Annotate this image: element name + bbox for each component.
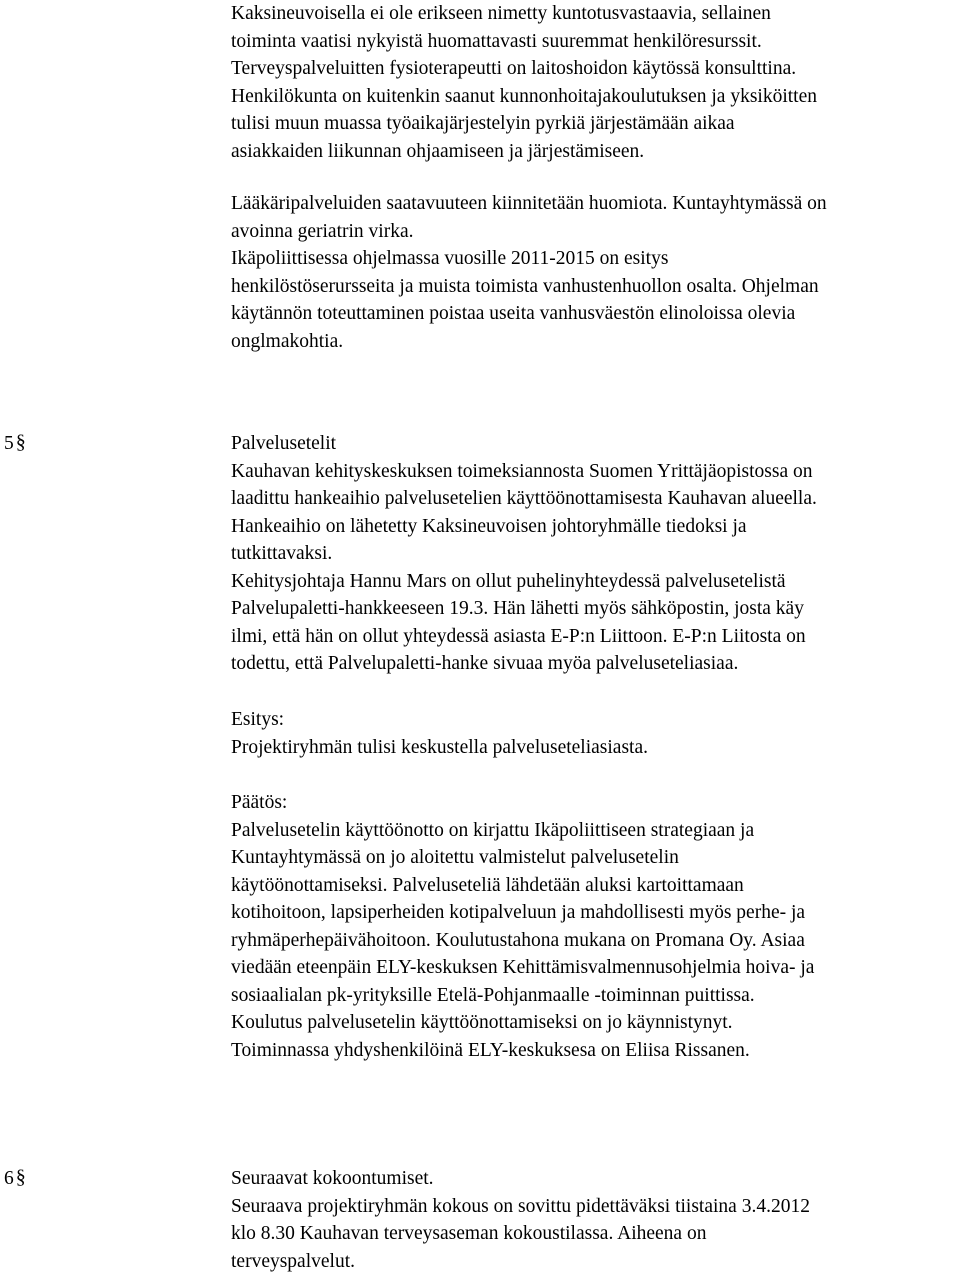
section-number: 6 <box>4 1165 14 1193</box>
text-line: Terveyspalveluitten fysioterapeutti on laitoshoidon käytössä konsulttina. <box>231 55 960 83</box>
text-line: onglmakohtia. <box>231 328 960 356</box>
text-line: toiminta vaatisi nykyistä huomattavasti suuremmat henkilöresurssit. <box>231 28 960 56</box>
text-line: Henkilökunta on kuitenkin saanut kunnonhoitajakoulutuksen ja yksiköitten <box>231 83 960 111</box>
section-6 <box>231 1165 960 1275</box>
text-line: viedään eteenpäin ELY-keskuksen Kehittämisvalmennusohjelmia hoiva- ja <box>231 954 960 982</box>
text-line: terveyspalvelut. <box>231 1248 960 1275</box>
text-line: tutkittavaksi. <box>231 540 960 568</box>
text-line: avoinna geriatrin virka. <box>231 218 960 246</box>
esitys-label: Esitys: <box>231 706 960 734</box>
text-line: Seuraava projektiryhmän kokous on sovittu pidettäväksi tiistaina 3.4.2012 <box>231 1193 960 1221</box>
text-line: klo 8.30 Kauhavan terveysaseman kokoustilassa. Aiheena on <box>231 1220 960 1248</box>
paatos-label: Päätös: <box>231 789 960 817</box>
text-line: sosiaalialan pk-yrityksille Etelä-Pohjanmaalle -toiminnan puittissa. <box>231 982 960 1010</box>
text-line: Kaksineuvoisella ei ole erikseen nimetty kuntotusvastaavia, sellainen <box>231 0 960 28</box>
text-line: Lääkäripalveluiden saatavuuteen kiinnitetään huomiota. Kuntayhtymässä on <box>231 190 960 218</box>
text-line: asiakkaiden liikunnan ohjaamiseen ja järjestämiseen. <box>231 138 960 166</box>
text-line: ryhmäperhepäivähoitoon. Koulutustahona mukana on Promana Oy. Asiaa <box>231 927 960 955</box>
text-line: Palvelusetelin käyttöönotto on kirjattu Ikäpoliittiseen strategiaan ja <box>231 817 960 845</box>
text-line: kotihoitoon, lapsiperheiden kotipalveluun ja mahdollisesti myös perhe- ja <box>231 899 960 927</box>
text-line: Kehitysjohtaja Hannu Mars on ollut puhelinyhteydessä palvelusetelistä <box>231 568 960 596</box>
section-mark: § <box>16 431 26 454</box>
text-line: tulisi muun muassa työaikajärjestelyin pyrkiä järjestämään aikaa <box>231 110 960 138</box>
text-line: Palvelupaletti-hankkeeseen 19.3. Hän lähetti myös sähköpostin, josta käy <box>231 595 960 623</box>
text-line: todettu, että Palvelupaletti-hanke sivuaa myöa palveluseteliasiaa. <box>231 650 960 678</box>
paatos-block <box>231 789 960 1064</box>
text-line: Toiminnassa yhdyshenkilöinä ELY-keskuksesa on Eliisa Rissanen. <box>231 1037 960 1065</box>
text-line: ilmi, että hän on ollut yhteydessä asiasta E-P:n Liittoon. E-P:n Liitosta on <box>231 623 960 651</box>
intro-paragraph-2 <box>231 190 960 355</box>
text-line: Kuntayhtymässä on jo aloitettu valmistelut palvelusetelin <box>231 844 960 872</box>
intro-paragraph-1 <box>231 0 960 165</box>
section-number: 5 <box>4 430 14 458</box>
section-5-number <box>4 430 26 458</box>
section-heading: Seuraavat kokoontumiset. <box>231 1165 960 1193</box>
section-6-number <box>4 1165 26 1193</box>
text-line: käytännön toteuttaminen poistaa useita vanhusväestön elinoloissa olevia <box>231 300 960 328</box>
text-line: Kauhavan kehityskeskuksen toimeksiannosta Suomen Yrittäjäopistossa on <box>231 458 960 486</box>
esitys-block <box>231 706 960 761</box>
text-line: Projektiryhmän tulisi keskustella palveluseteliasiasta. <box>231 734 960 762</box>
section-5 <box>231 430 960 678</box>
section-heading: Palvelusetelit <box>231 430 960 458</box>
text-line: Hankeaihio on lähetetty Kaksineuvoisen johtoryhmälle tiedoksi ja <box>231 513 960 541</box>
text-line: henkilöstöserursseita ja muista toimista vanhustenhuollon osalta. Ohjelman <box>231 273 960 301</box>
text-line: laadittu hankeaihio palvelusetelien käyttöönottamisesta Kauhavan alueella. <box>231 485 960 513</box>
text-line: Ikäpoliittisessa ohjelmassa vuosille 2011-2015 on esitys <box>231 245 960 273</box>
section-mark: § <box>16 1166 26 1189</box>
text-line: Koulutus palvelusetelin käyttöönottamiseksi on jo käynnistynyt. <box>231 1009 960 1037</box>
text-line: käytöönottamiseksi. Palveluseteliä lähdetään aluksi kartoittamaan <box>231 872 960 900</box>
